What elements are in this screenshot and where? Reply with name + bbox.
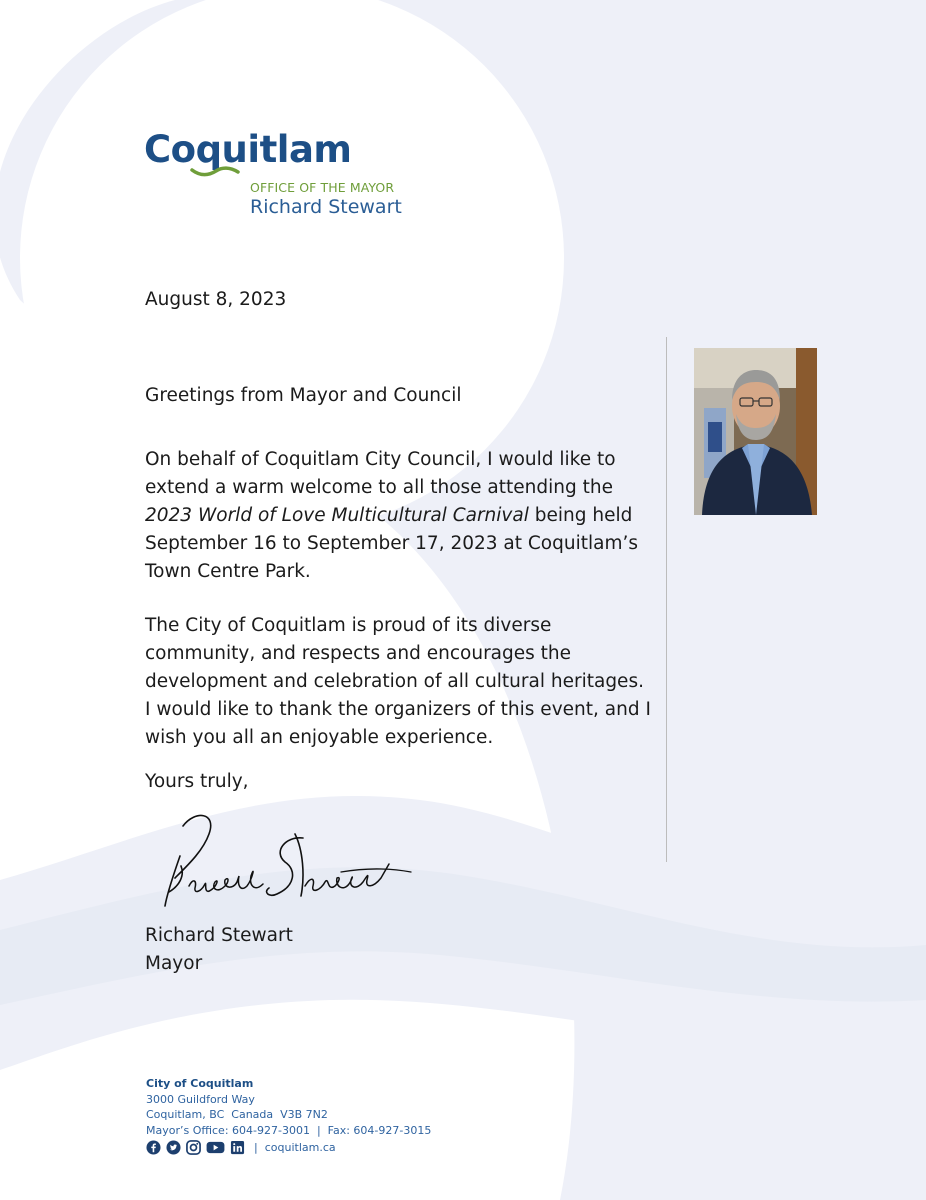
linkedin-icon[interactable] xyxy=(230,1140,245,1155)
signer-name: Richard Stewart xyxy=(145,925,293,946)
office-of-mayor-label: OFFICE OF THE MAYOR xyxy=(250,180,395,195)
facebook-icon[interactable] xyxy=(146,1140,161,1155)
social-links xyxy=(146,1139,336,1155)
letter-paragraph-1 xyxy=(145,446,665,586)
mayor-portrait-photo xyxy=(694,348,817,515)
paragraph-line: Town Centre Park. xyxy=(145,561,311,582)
paragraph-line: The City of Coquitlam is proud of its diverse xyxy=(145,615,552,636)
twitter-icon[interactable] xyxy=(166,1140,181,1155)
mayor-signature xyxy=(145,806,415,916)
logo-swoosh-icon xyxy=(190,160,240,178)
letter-date: August 8, 2023 xyxy=(145,289,287,310)
paragraph-line: wish you all an enjoyable experience. xyxy=(145,727,494,748)
footer-address-1: 3000 Guildford Way xyxy=(146,1092,255,1106)
footer-address-2: Coquitlam, BC Canada V3B 7N2 xyxy=(146,1108,328,1121)
letter-paragraph-2 xyxy=(145,612,665,752)
vertical-divider xyxy=(666,337,667,862)
website-link[interactable]: coquitlam.ca xyxy=(264,1140,336,1154)
instagram-icon[interactable] xyxy=(186,1140,201,1155)
letter-closing: Yours truly, xyxy=(145,771,249,792)
event-name: 2023 World of Love Multicultural Carnival xyxy=(145,505,529,526)
signer-title: Mayor xyxy=(145,953,203,974)
paragraph-line-rest: being held xyxy=(528,505,633,526)
footer-phones: Mayor’s Office: 604-927-3001 | Fax: 604-927-3015 xyxy=(146,1123,432,1137)
paragraph-line: September 16 to September 17, 2023 at Coquitlam’s xyxy=(145,533,638,554)
footer-separator: | xyxy=(254,1140,258,1154)
mayor-name-label: Richard Stewart xyxy=(250,196,402,218)
paragraph-line: community, and respects and encourages the xyxy=(145,643,572,664)
paragraph-line: extend a warm welcome to all those attending the xyxy=(145,477,613,498)
letter-footer xyxy=(146,1076,431,1138)
paragraph-line: On behalf of Coquitlam City Council, I would like to xyxy=(145,449,616,470)
logo-wordmark: Coquitlam xyxy=(144,128,352,171)
coquitlam-logo xyxy=(144,128,424,228)
paragraph-line: I would like to thank the organizers of this event, and I xyxy=(145,699,651,720)
footer-org: City of Coquitlam xyxy=(146,1077,254,1090)
paragraph-line: development and celebration of all cultural heritages. xyxy=(145,671,644,692)
paragraph-line xyxy=(145,502,665,530)
youtube-icon[interactable] xyxy=(206,1140,225,1155)
letter-greeting: Greetings from Mayor and Council xyxy=(145,385,462,406)
